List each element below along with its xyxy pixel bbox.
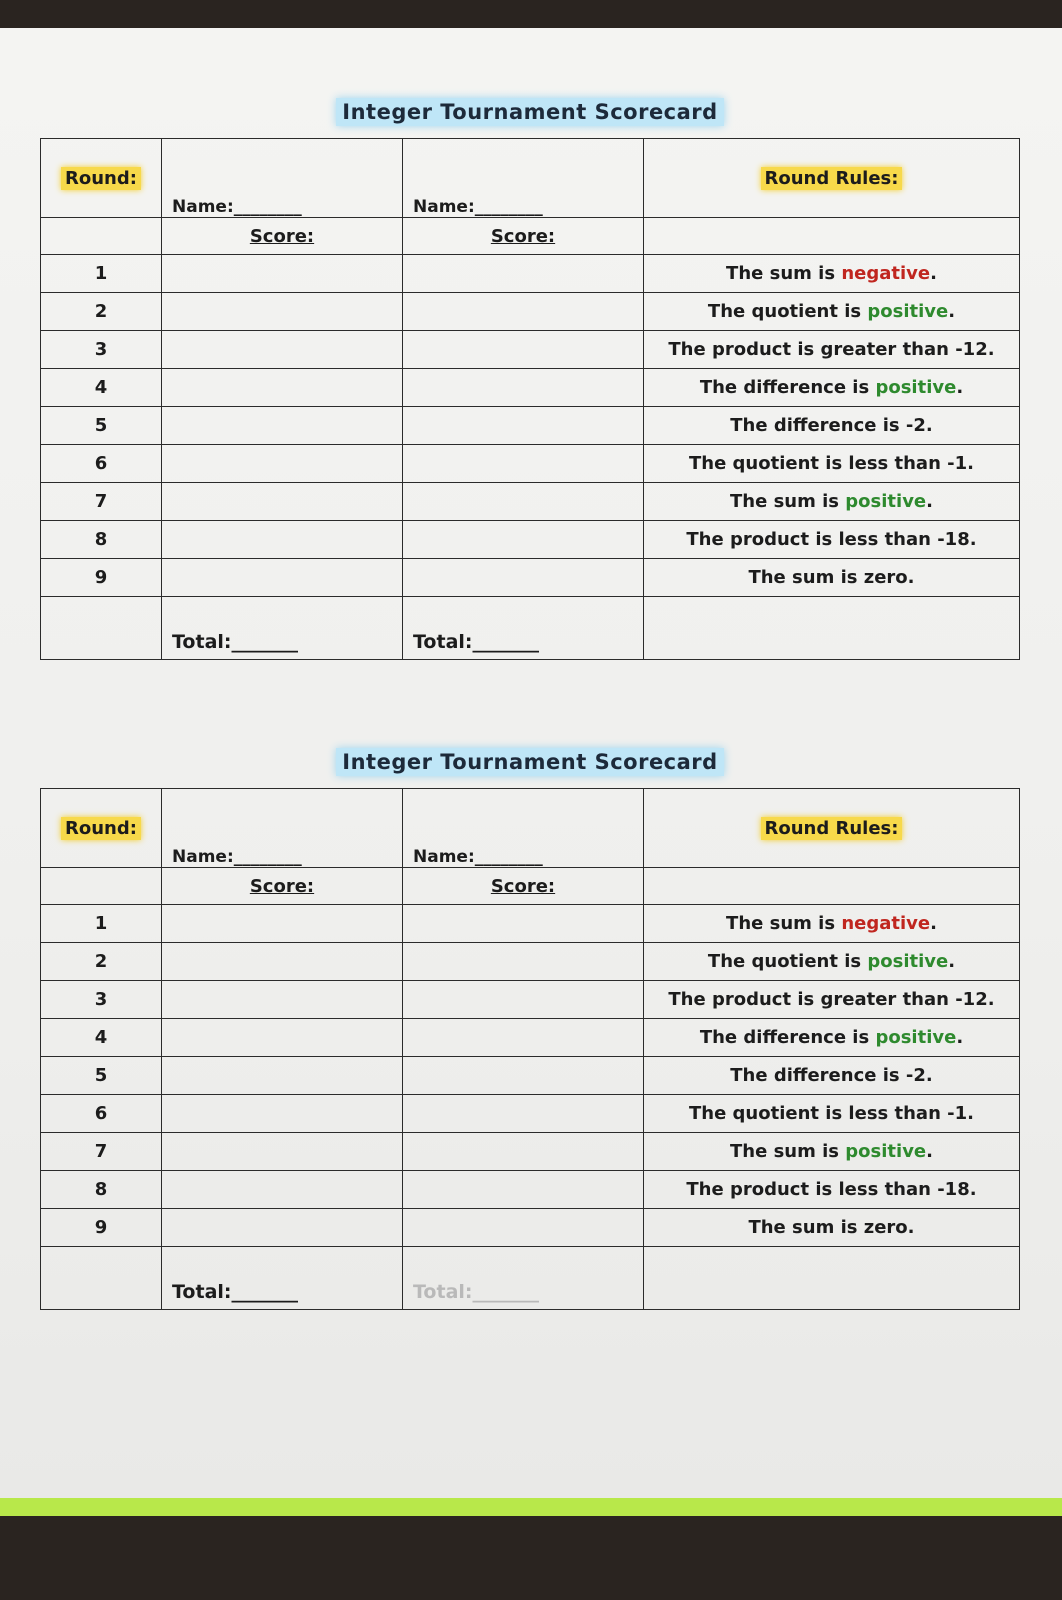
rule-highlight-word: positive: [867, 301, 949, 322]
empty-cell: [41, 1247, 162, 1310]
player-2-score-cell[interactable]: [403, 255, 644, 293]
scorecard-title: [40, 750, 1020, 774]
scorecard-1: [40, 100, 1020, 660]
round-number: 9: [41, 559, 162, 597]
round-number: 1: [41, 905, 162, 943]
rule-punctuation: .: [926, 491, 933, 512]
round-rule: [644, 1095, 1020, 1133]
player-2-score-cell[interactable]: [403, 407, 644, 445]
player-1-score-cell[interactable]: [162, 521, 403, 559]
empty-cell: [41, 868, 162, 905]
rule-text: The sum is: [730, 1141, 846, 1162]
player-2-total-label: Total:_______: [413, 1281, 540, 1303]
player-1-score-cell[interactable]: [162, 331, 403, 369]
rule-text: The sum is: [726, 263, 842, 284]
rule-highlight-word: positive: [845, 491, 927, 512]
round-rule: [644, 943, 1020, 981]
round-number: 3: [41, 331, 162, 369]
player-1-score-cell[interactable]: [162, 293, 403, 331]
player-1-total-cell[interactable]: [162, 1247, 403, 1310]
player-1-name-cell[interactable]: [162, 139, 403, 218]
round-number: 6: [41, 1095, 162, 1133]
player-1-score-cell[interactable]: [162, 943, 403, 981]
round-rule: [644, 445, 1020, 483]
rule-highlight-word: negative: [841, 913, 931, 934]
round-row: [41, 369, 1020, 407]
player-1-score-cell[interactable]: [162, 1095, 403, 1133]
round-number: 3: [41, 981, 162, 1019]
rule-highlight-word: positive: [845, 1141, 927, 1162]
player-2-score-cell[interactable]: [403, 445, 644, 483]
player-1-score-cell[interactable]: [162, 407, 403, 445]
rule-text: The difference is: [699, 1027, 876, 1048]
round-number: 4: [41, 369, 162, 407]
round-rule: [644, 407, 1020, 445]
rules-header-cell: [644, 789, 1020, 868]
player-2-score-cell[interactable]: [403, 559, 644, 597]
round-row: [41, 981, 1020, 1019]
rule-text: The product is less than -18.: [686, 1179, 977, 1200]
round-row: [41, 905, 1020, 943]
player-2-name-label: Name:________: [413, 197, 543, 217]
player-1-score-cell[interactable]: [162, 1019, 403, 1057]
player-1-score-cell[interactable]: [162, 369, 403, 407]
player-1-score-header: [162, 868, 403, 905]
score-header-row: [41, 868, 1020, 905]
player-1-score-cell[interactable]: [162, 981, 403, 1019]
player-2-name-label: Name:________: [413, 847, 543, 867]
rule-punctuation: .: [956, 1027, 964, 1048]
player-2-score-cell[interactable]: [403, 521, 644, 559]
round-row: [41, 483, 1020, 521]
header-row: [41, 139, 1020, 218]
round-row: [41, 407, 1020, 445]
round-rule: [644, 483, 1020, 521]
round-row: [41, 255, 1020, 293]
player-1-total-label: Total:_______: [172, 631, 299, 653]
round-row: [41, 1057, 1020, 1095]
round-rule: [644, 369, 1020, 407]
round-rule: [644, 981, 1020, 1019]
rule-text: The quotient is: [707, 951, 868, 972]
player-2-score-cell[interactable]: [403, 293, 644, 331]
round-rule: [644, 559, 1020, 597]
player-1-score-cell[interactable]: [162, 1133, 403, 1171]
player-1-score-cell[interactable]: [162, 905, 403, 943]
rule-text: The sum is: [726, 913, 842, 934]
empty-cell: [41, 597, 162, 660]
round-row: [41, 943, 1020, 981]
player-1-name-label: Name:________: [172, 197, 302, 217]
rule-text: The quotient is less than -1.: [688, 1103, 974, 1124]
scorecard-title: [40, 100, 1020, 124]
player-1-score-cell[interactable]: [162, 1171, 403, 1209]
rule-text: The difference is -2.: [730, 1065, 933, 1086]
round-number: 7: [41, 483, 162, 521]
round-rule: [644, 293, 1020, 331]
player-2-name-cell[interactable]: [403, 789, 644, 868]
rule-punctuation: .: [948, 951, 956, 972]
round-number: 2: [41, 943, 162, 981]
green-paper-edge: [0, 1498, 1062, 1516]
player-1-score-cell[interactable]: [162, 1057, 403, 1095]
player-2-score-cell[interactable]: [403, 1209, 644, 1247]
rules-label: Round Rules:: [761, 167, 903, 190]
header-row: [41, 789, 1020, 868]
rule-punctuation: .: [930, 913, 937, 934]
rules-label: Round Rules:: [761, 817, 903, 840]
rule-text: The sum is zero.: [748, 567, 915, 588]
player-2-score-cell[interactable]: [403, 943, 644, 981]
player-1-score-cell[interactable]: [162, 483, 403, 521]
round-row: [41, 331, 1020, 369]
rule-text: The quotient is less than -1.: [688, 453, 974, 474]
round-row: [41, 293, 1020, 331]
player-2-total-label: Total:_______: [413, 631, 540, 653]
score-label: Score:: [490, 875, 556, 897]
rule-text: The difference is: [699, 377, 876, 398]
rule-highlight-word: negative: [841, 263, 931, 284]
scorecard-title-text: Integer Tournament Scorecard: [336, 98, 723, 126]
round-header-cell: [41, 139, 162, 218]
rule-text: The product is greater than -12.: [668, 339, 995, 360]
empty-cell: [644, 597, 1020, 660]
player-1-total-label: Total:_______: [172, 1281, 299, 1303]
rule-highlight-word: positive: [875, 377, 957, 398]
round-rule: [644, 1209, 1020, 1247]
player-2-total-cell[interactable]: [403, 1247, 644, 1310]
round-number: 7: [41, 1133, 162, 1171]
rule-text: The sum is: [730, 491, 846, 512]
rule-punctuation: .: [956, 377, 964, 398]
round-number: 6: [41, 445, 162, 483]
empty-cell: [41, 218, 162, 255]
round-number: 8: [41, 1171, 162, 1209]
round-rule: [644, 331, 1020, 369]
rule-punctuation: .: [930, 263, 937, 284]
player-2-score-cell[interactable]: [403, 1171, 644, 1209]
round-label: Round:: [61, 817, 141, 840]
round-rule: [644, 255, 1020, 293]
player-2-name-cell[interactable]: [403, 139, 644, 218]
score-label: Score:: [490, 225, 556, 247]
player-1-score-cell[interactable]: [162, 255, 403, 293]
rules-header-cell: [644, 139, 1020, 218]
round-rule: [644, 905, 1020, 943]
score-header-row: [41, 218, 1020, 255]
player-2-score-header: [403, 868, 644, 905]
round-number: 5: [41, 407, 162, 445]
player-1-name-label: Name:________: [172, 847, 302, 867]
player-1-total-cell[interactable]: [162, 597, 403, 660]
round-number: 9: [41, 1209, 162, 1247]
round-row: [41, 1209, 1020, 1247]
player-1-name-cell[interactable]: [162, 789, 403, 868]
player-2-score-cell[interactable]: [403, 1133, 644, 1171]
round-row: [41, 1133, 1020, 1171]
rule-text: The product is less than -18.: [686, 529, 977, 550]
empty-cell: [644, 868, 1020, 905]
rule-text: The sum is zero.: [748, 1217, 915, 1238]
score-label: Score:: [249, 225, 315, 247]
player-2-score-cell[interactable]: [403, 369, 644, 407]
empty-cell: [644, 218, 1020, 255]
player-1-score-cell[interactable]: [162, 445, 403, 483]
player-1-score-cell[interactable]: [162, 559, 403, 597]
round-rule: [644, 1019, 1020, 1057]
player-2-score-cell[interactable]: [403, 483, 644, 521]
round-rule: [644, 521, 1020, 559]
round-number: 8: [41, 521, 162, 559]
round-label: Round:: [61, 167, 141, 190]
player-2-score-cell[interactable]: [403, 981, 644, 1019]
round-rule: [644, 1057, 1020, 1095]
round-number: 2: [41, 293, 162, 331]
round-number: 5: [41, 1057, 162, 1095]
player-2-score-header: [403, 218, 644, 255]
player-2-score-cell[interactable]: [403, 905, 644, 943]
round-row: [41, 521, 1020, 559]
rule-highlight-word: positive: [867, 951, 949, 972]
round-row: [41, 559, 1020, 597]
player-2-total-cell[interactable]: [403, 597, 644, 660]
rule-punctuation: .: [926, 1141, 933, 1162]
player-2-score-cell[interactable]: [403, 1057, 644, 1095]
rule-highlight-word: positive: [875, 1027, 957, 1048]
round-header-cell: [41, 789, 162, 868]
round-rule: [644, 1171, 1020, 1209]
scorecard-title-text: Integer Tournament Scorecard: [336, 748, 723, 776]
round-number: 4: [41, 1019, 162, 1057]
round-row: [41, 1019, 1020, 1057]
player-2-score-cell[interactable]: [403, 331, 644, 369]
empty-cell: [644, 1247, 1020, 1310]
player-1-score-cell[interactable]: [162, 1209, 403, 1247]
player-1-score-header: [162, 218, 403, 255]
rule-text: The quotient is: [707, 301, 868, 322]
rule-punctuation: .: [948, 301, 956, 322]
rule-text: The product is greater than -12.: [668, 989, 995, 1010]
rule-text: The difference is -2.: [730, 415, 933, 436]
round-row: [41, 1171, 1020, 1209]
score-label: Score:: [249, 875, 315, 897]
total-row: [41, 1247, 1020, 1310]
round-row: [41, 1095, 1020, 1133]
round-row: [41, 445, 1020, 483]
player-2-score-cell[interactable]: [403, 1019, 644, 1057]
scorecard-table: [40, 138, 1020, 660]
scorecard-2: [40, 750, 1020, 1310]
round-number: 1: [41, 255, 162, 293]
scorecard-table: [40, 788, 1020, 1310]
round-rule: [644, 1133, 1020, 1171]
player-2-score-cell[interactable]: [403, 1095, 644, 1133]
total-row: [41, 597, 1020, 660]
